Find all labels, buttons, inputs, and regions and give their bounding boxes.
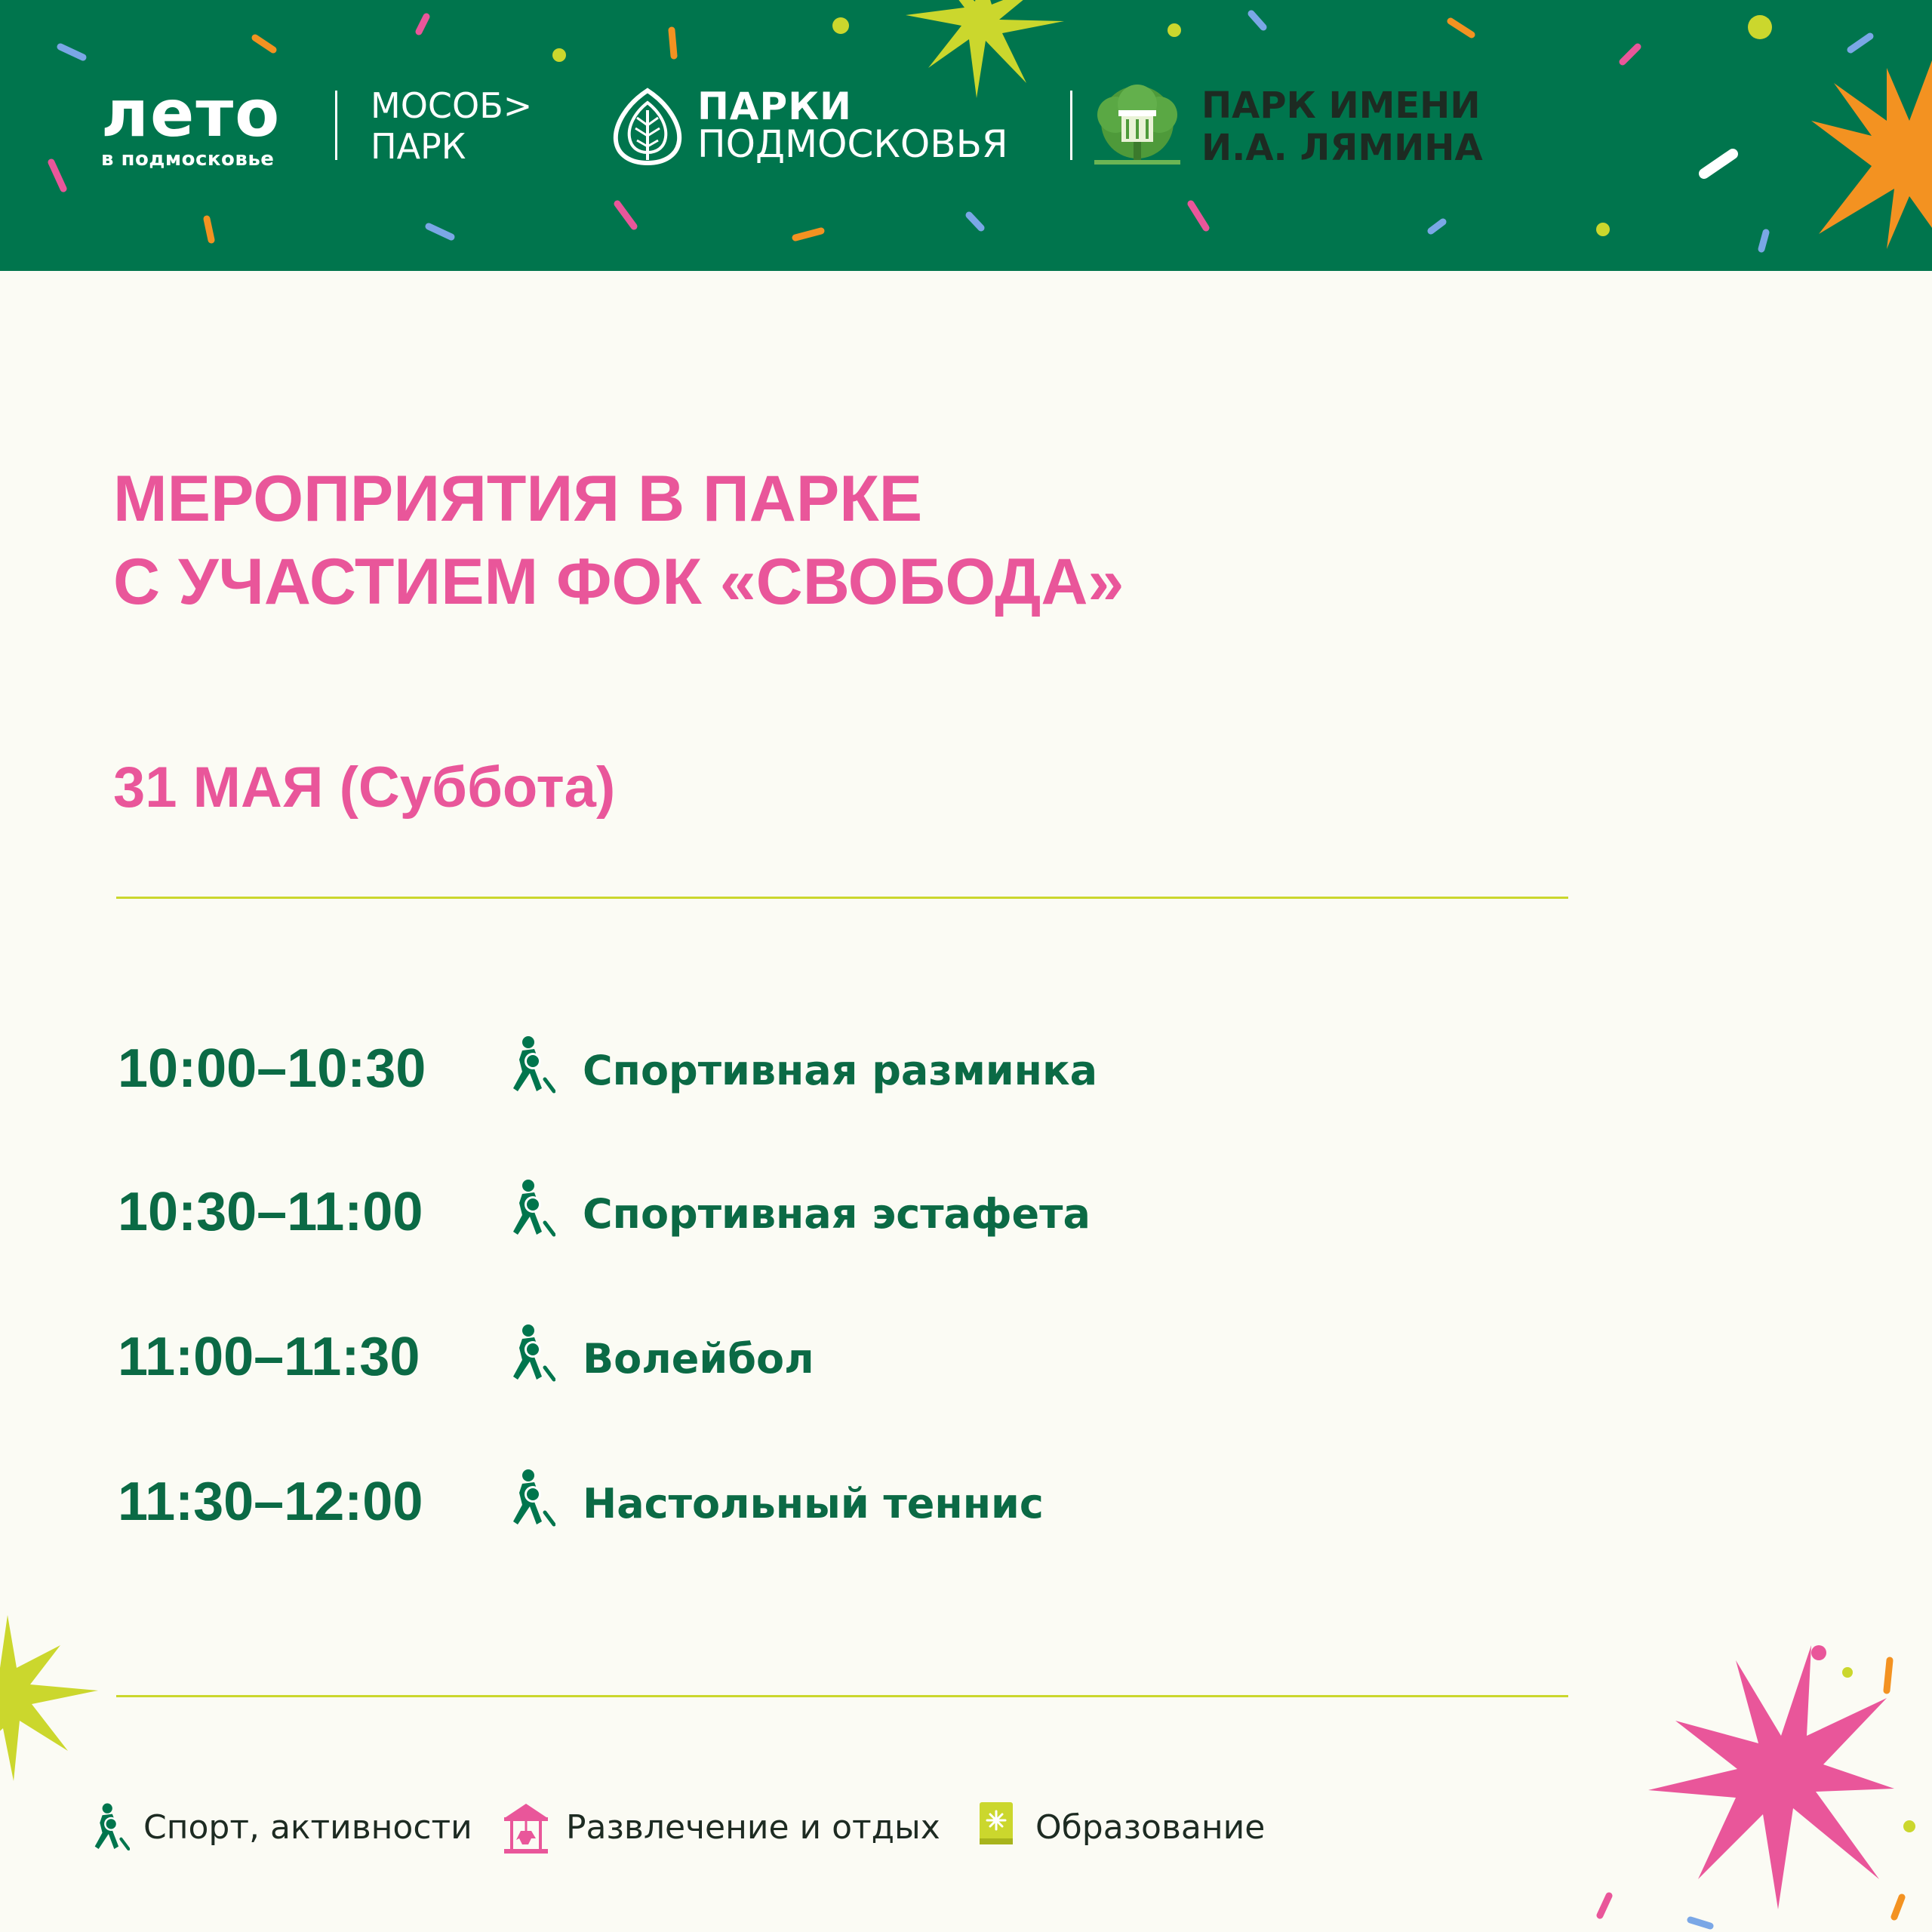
leto-logo-main: лето — [101, 76, 281, 152]
schedule-row — [118, 1464, 1476, 1540]
schedule-time: 11:00–11:30 — [118, 1327, 420, 1387]
leto-logo — [101, 76, 281, 171]
confetti-decoration — [1585, 1630, 1932, 1932]
leaf-emblem-icon — [610, 88, 685, 166]
divider-top — [116, 897, 1568, 899]
schedule-time: 10:00–10:30 — [118, 1038, 426, 1099]
schedule-event: Настольный теннис — [583, 1480, 1044, 1527]
carousel-icon — [501, 1801, 551, 1855]
legend-label: Образование — [1035, 1808, 1266, 1847]
lime-star-decoration — [0, 1615, 106, 1781]
sport-icon — [512, 1035, 555, 1094]
title-line-2: С УЧАСТИЕМ ФОК «СВОБОДА» — [113, 546, 1124, 618]
legend-item-sport — [94, 1801, 486, 1861]
mosob-logo-line1: МОСОБ> — [371, 85, 533, 126]
legend-label: Спорт, активности — [143, 1808, 472, 1847]
lyamin-logo-line1: ПАРК ИМЕНИ — [1201, 85, 1481, 127]
schedule-event: Спортивная разминка — [583, 1047, 1098, 1094]
logo-divider — [335, 91, 337, 160]
header-banner — [0, 0, 1932, 271]
schedule-row — [118, 1319, 1476, 1395]
logo-divider — [1070, 91, 1072, 160]
lyamin-logo-line2: И.А. ЛЯМИНА — [1201, 127, 1483, 169]
divider-bottom — [116, 1695, 1568, 1697]
parki-logo-line1: ПАРКИ — [697, 85, 852, 128]
parki-logo-line2: ПОДМОСКОВЬЯ — [697, 122, 1008, 166]
page-title — [113, 457, 1124, 623]
sport-icon — [94, 1801, 130, 1854]
legend-item-entertainment — [501, 1801, 939, 1861]
mosob-park-logo — [371, 85, 532, 167]
sport-icon — [512, 1324, 555, 1383]
sport-icon — [512, 1469, 555, 1527]
schedule-time: 11:30–12:00 — [118, 1472, 423, 1532]
schedule-time: 10:30–11:00 — [118, 1182, 423, 1242]
legend-item-education — [978, 1801, 1295, 1861]
schedule-row — [118, 1031, 1476, 1106]
legend-label: Развлечение и отдых — [566, 1808, 940, 1847]
mosob-logo-line2: ПАРК — [371, 126, 466, 167]
title-line-1: МЕРОПРИЯТИЯ В ПАРКЕ — [113, 463, 923, 535]
leto-logo-sub: в подмосковье — [101, 148, 275, 171]
schedule-row — [118, 1174, 1476, 1250]
lyamin-park-logo — [1201, 85, 1483, 169]
schedule-event: Волейбол — [583, 1335, 814, 1383]
book-icon — [978, 1801, 1014, 1846]
event-date: 31 МАЯ (Суббота) — [113, 755, 616, 820]
schedule-event: Спортивная эстафета — [583, 1190, 1091, 1238]
tree-pavilion-emblem-icon — [1093, 85, 1182, 168]
sport-icon — [512, 1179, 555, 1238]
